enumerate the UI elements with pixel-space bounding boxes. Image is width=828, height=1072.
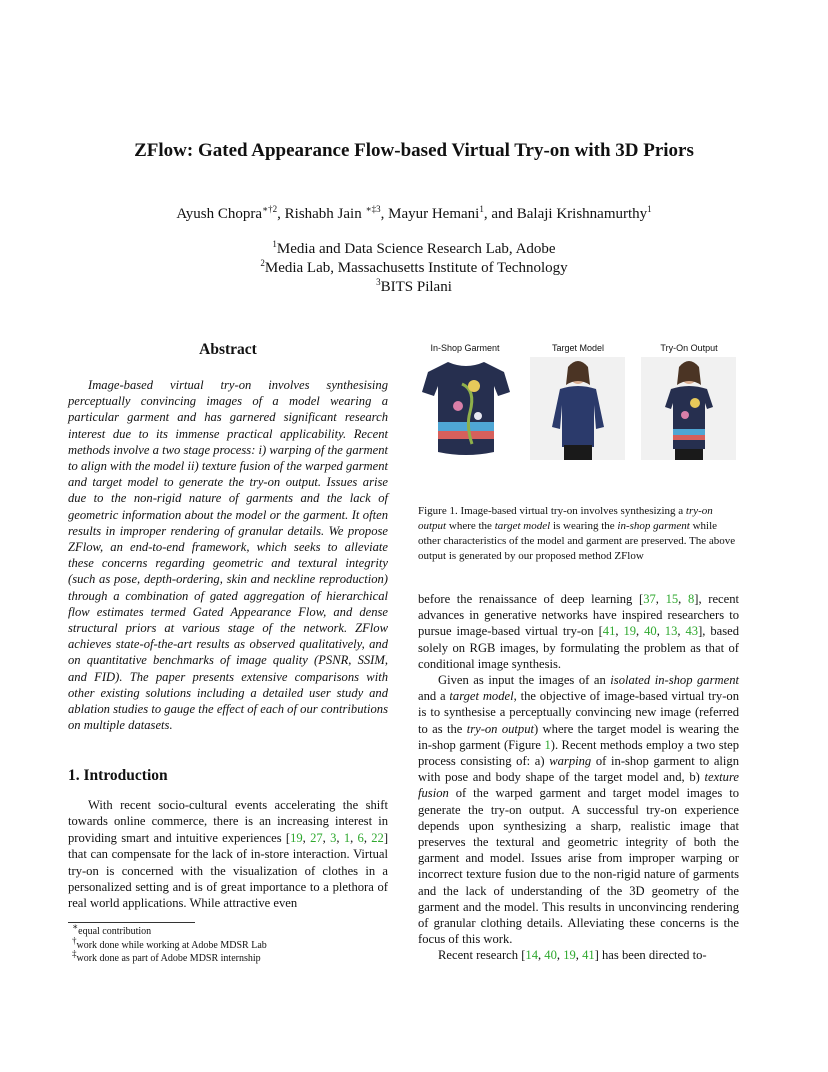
author-marks: ∗†2 — [262, 204, 278, 214]
affiliation: $^3$BITS Pilani — [376, 277, 452, 295]
citation-link[interactable]: 41 — [602, 624, 616, 639]
body-paragraph: Recent research [14, 40, 19, 41] has been directed to- — [438, 948, 707, 963]
citation-link[interactable]: 43 — [685, 624, 699, 639]
author-name: Ayush Chopra — [176, 206, 263, 222]
citation-link[interactable]: 40 — [644, 624, 657, 639]
citation-link[interactable]: 3 — [330, 830, 337, 845]
abstract-heading: Abstract — [199, 341, 257, 358]
introduction-paragraph: With recent socio-cultural events accelerating the shift towards online commerce, there is an increasing interest in providing smart and intuitive experiences [19, 27, 3, 1, 6, 22] that can compensate for the lack of in-store interaction. Virtual try-on is concerned with the visualization of clothes in a personalized setting and is of great importance to a plethora of real world applications. While attractive even — [68, 798, 389, 911]
author-name: Mayur Hemani — [388, 206, 480, 222]
figure-label-output: Try-On Output — [660, 343, 718, 353]
citation-link[interactable]: 19 — [563, 948, 576, 963]
section-heading: 1. Introduction — [68, 767, 168, 784]
citation-link[interactable]: 8 — [687, 592, 695, 606]
citation-link[interactable]: 13 — [664, 624, 678, 639]
figure-link[interactable]: 1 — [544, 737, 551, 752]
author-marks: 1 — [479, 204, 484, 214]
abstract-text: Image-based virtual try-on involves synthesising perceptually convincing images of a model wearing a particular garment and has garnered significant research interest due to its immense practical applicability. Recent methods involve a two stage process: i) warping of the garment to align with the model ii) texture fusion of the warped garment and target model to generate the try-on output. Issues arise due to the non-rigid nature of garments and the lack of geometric information about the model or the garment. It often results in improper rendering of granular details. We propose ZFlow, an end-to-end framework, which seeks to alleviate these concerns regarding geometric and textural integrity (such as pose, depth-ordering, skin and neckline reproduction) through a combination of gated aggregation of hierarchical flow estimates termed Gated Appearance Flow, and dense structural priors at various stage of the network. ZFlow achieves state-of-the-art results as observed qualitatively, and on quantitative benchmarks of image quality (PSNR, SSIM, and FID). The paper presents extensive comparisons with other existing solutions including a detailed user study and ablation studies to gauge the effect of each of our contributions on multiple datasets. — [68, 378, 388, 733]
right-column-text — [418, 591, 739, 964]
author-name: Rishabh Jain — [284, 206, 366, 222]
author-marks: 1 — [647, 204, 652, 214]
citation-link[interactable]: 37 — [643, 592, 656, 606]
affiliation: $^2$Media Lab, Massachusetts Institute of Technology — [260, 258, 568, 276]
citation-link[interactable]: 40 — [544, 948, 557, 963]
author-name: Balaji Krishnamurthy — [516, 206, 648, 222]
figure-label-garment: In-Shop Garment — [430, 343, 500, 353]
citation-link[interactable]: 22 — [371, 830, 384, 845]
affiliation: $^1$Media and Data Science Research Lab, Adobe — [272, 239, 556, 257]
footnotes — [72, 921, 267, 966]
citation-link[interactable]: 15 — [665, 592, 679, 606]
author-marks: ∗‡3 — [365, 204, 381, 214]
citation-link[interactable]: 19 — [623, 624, 637, 639]
citation-link[interactable]: 6 — [357, 830, 364, 845]
footnote: ‡work done as part of Adobe MDSR internship — [72, 948, 261, 964]
figure-label-target: Target Model — [551, 343, 605, 353]
try-on-output-image — [641, 357, 736, 460]
body-paragraph: Given as input the images of an isolated in-shop garment and a target model, the objective of image-based virtual try-on is to synthesise a perceptually convincing new image (referred to as the try-on output) where the target model is wearing the in-shop garment (Figure 1). Recent methods employ a two step process consisting of: a) warping of in-shop garment to align with pose and body shape of the target model and, b) texture fusion of the warped garment and target model images to generate the try-on output. A successful try-on experience depends upon synthesizing a sharp, realistic image that preserves the textural and geometric integrity of both the garment and model. Issues arise from improper warping or incorrect texture fusion due to the non-rigid nature of garments and the lack of understanding of the 3D geometry of the garment and the model. This results in unconvincing rendering of granular clothing details. Alleviating these concerns is the focus of this work. — [418, 673, 739, 947]
citation-link[interactable]: 1 — [343, 830, 351, 845]
figure-caption: Figure 1. Image-based virtual try-on involves synthesizing a try-on output where the target model is wearing the in-shop garment while other characteristics of the model and garment are preserved. The above output is generated by our proposed method ZFlow — [418, 505, 736, 562]
paper-title: ZFlow: Gated Appearance Flow-based Virtual Try-on with 3D Priors — [134, 140, 694, 161]
target-model-image — [530, 357, 625, 460]
citation-link[interactable]: 41 — [582, 948, 595, 963]
footnote: †work done while working at Adobe MDSR Lab — [72, 935, 267, 951]
footnote-divider — [68, 922, 195, 923]
garment-image — [418, 356, 514, 460]
author-list: Ayush Chopra$^{∗\dagger 2}$, Rishabh Jain $^{∗\ddagger 3}$, Mayur Hemani$^1$, and Balaji Krishnamurthy$^1$ — [176, 204, 652, 222]
body-paragraph: before the renaissance of deep learning [37, 15, 8], recent advances in generative networks have inspired researchers to pursue image-based virtual try-on [41, 19, 40, 13, 43], based solely on RGB images, by formulating the problem as that of conditional image synthesis. — [418, 592, 740, 671]
citation-link[interactable]: 14 — [525, 948, 538, 963]
citation-link[interactable]: 19 — [290, 830, 303, 845]
footnote: ∗equal contribution — [72, 921, 152, 937]
citation-link[interactable]: 27 — [310, 830, 323, 845]
